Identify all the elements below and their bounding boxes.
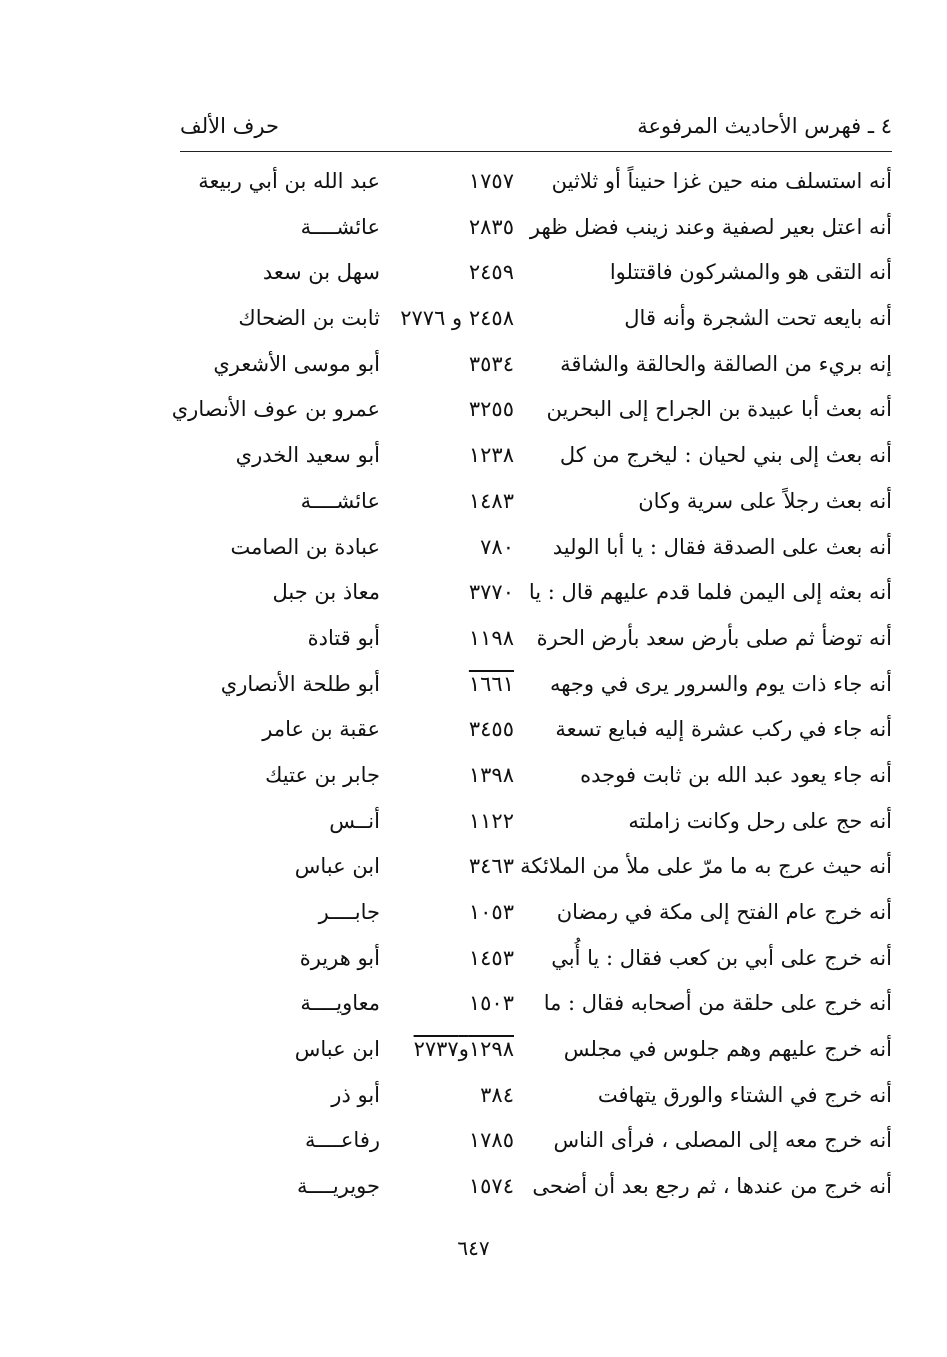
hadith-text: أنه حيث عرج به ما مرّ على ملأ من الملائكة — [520, 854, 892, 879]
narrator-name: ابن عباس — [294, 854, 380, 879]
hadith-number: ١٦٦١ — [468, 671, 514, 696]
index-row — [0, 389, 947, 435]
index-row — [0, 298, 947, 344]
index-row — [0, 572, 947, 618]
narrator-name: أنــس — [329, 808, 380, 833]
hadith-text: أنه خرج على أبي بن كعب فقال : يا أُبي — [551, 945, 892, 970]
hadith-number: ١١٩٨ — [468, 625, 514, 650]
hadith-text: أنه بعث على الصدقة فقال : يا أبا الوليد — [552, 534, 892, 559]
narrator-name: أبو قتادة — [307, 625, 380, 650]
narrator-name: عائشــــة — [300, 488, 380, 513]
narrator-name: معاويــــة — [300, 991, 380, 1016]
index-row — [0, 938, 947, 984]
hadith-number: ١٤٨٣ — [468, 488, 514, 513]
index-row — [0, 892, 947, 938]
hadith-text: أنه خرج من عندها ، ثم رجع بعد أن أضحى — [532, 1174, 892, 1199]
narrator-name: أبو طلحة الأنصاري — [220, 671, 380, 696]
narrator-name: عبد الله بن أبي ربيعة — [198, 169, 380, 193]
index-row — [0, 709, 947, 755]
index-row — [0, 846, 947, 892]
hadith-text: أنه حج على رحل وكانت زاملته — [628, 808, 892, 833]
header-rule — [180, 151, 892, 152]
index-row — [0, 527, 947, 573]
narrator-name: أبو موسى الأشعري — [213, 351, 380, 376]
index-row — [0, 1075, 947, 1121]
hadith-number: ١٠٥٣ — [468, 900, 514, 924]
hadith-number: ٢٤٥٩ — [468, 260, 514, 285]
hadith-number: ١٢٣٨ — [468, 443, 514, 468]
narrator-name: عقبة بن عامر — [262, 717, 380, 742]
hadith-text: أنه بعث إلى بني لحيان : ليخرج من كل — [559, 443, 892, 468]
hadith-number: ٧٨٠ — [480, 534, 514, 559]
hadith-number: ٣٢٥٥ — [468, 397, 514, 422]
hadith-text: أنه جاء ذات يوم والسرور يرى في وجهه — [549, 671, 892, 696]
narrator-name: عمرو بن عوف الأنصاري — [171, 397, 380, 422]
narrator-name: أبو سعيد الخدري — [235, 443, 380, 468]
hadith-number: ٣٥٣٤ — [468, 351, 514, 376]
hadith-number: ١٧٥٧ — [468, 169, 514, 193]
index-row — [0, 344, 947, 390]
narrator-name: سهل بن سعد — [262, 260, 380, 285]
page-header — [180, 108, 892, 144]
hadith-text: أنه جاء في ركب عشرة إليه فبايع تسعة — [555, 717, 892, 742]
index-row — [0, 1166, 947, 1212]
index-row — [0, 983, 947, 1029]
hadith-number: ٣٤٦٣ — [468, 854, 514, 879]
hadith-number: ٣٧٧٠ — [468, 580, 514, 605]
hadith-text: أنه بعث رجلاً على سرية وكان — [638, 488, 892, 513]
index-row — [0, 161, 947, 207]
narrator-name: أبو هريرة — [299, 945, 380, 970]
hadith-text: أنه خرج معه إلى المصلى ، فرأى الناس — [553, 1128, 892, 1153]
hadith-text: أنه اعتل بعير لصفية وعند زينب فضل ظهر — [529, 214, 892, 239]
index-row — [0, 1120, 947, 1166]
narrator-name: أبو ذر — [331, 1082, 380, 1107]
section-title: ٤ ـ فهرس الأحاديث المرفوعة — [637, 114, 892, 138]
hadith-text: أنه بايعه تحت الشجرة وأنه قال — [624, 306, 892, 331]
hadith-number: ٢٤٥٨ و ٢٧٧٦ — [400, 306, 514, 331]
letter-title: حرف الألف — [180, 114, 279, 138]
hadith-text: أنه جاء يعود عبد الله بن ثابت فوجده — [580, 762, 892, 787]
index-table — [0, 161, 947, 1212]
index-row — [0, 664, 947, 710]
narrator-name: جويريــــة — [297, 1174, 380, 1199]
hadith-text: إنه بريء من الصالقة والحالقة والشاقة — [560, 351, 892, 376]
hadith-text: أنه خرج على حلقة من أصحابه فقال : ما — [543, 991, 892, 1016]
index-row — [0, 618, 947, 664]
hadith-text: أنه خرج عام الفتح إلى مكة في رمضان — [556, 900, 892, 924]
hadith-number: ١١٢٢ — [468, 808, 514, 833]
hadith-text: أنه خرج عليهم وهم جلوس في مجلس — [563, 1037, 892, 1062]
narrator-name: عبادة بن الصامت — [230, 534, 380, 559]
narrator-name: عائشــــة — [300, 214, 380, 239]
hadith-number: ٣٨٤ — [480, 1082, 514, 1107]
hadith-number: ١٤٥٣ — [468, 945, 514, 970]
index-row — [0, 1029, 947, 1075]
hadith-number: ٢٨٣٥ — [468, 214, 514, 239]
hadith-number: ٣٤٥٥ — [468, 717, 514, 742]
index-row — [0, 755, 947, 801]
hadith-number: ١٥٠٣ — [468, 991, 514, 1016]
hadith-text: أنه بعث أبا عبيدة بن الجراح إلى البحرين — [546, 397, 892, 422]
index-row — [0, 435, 947, 481]
hadith-number: ١٢٩٨و٢٧٣٧ — [413, 1037, 514, 1062]
hadith-text: أنه استسلف منه حين غزا حنيناً أو ثلاثين — [551, 169, 892, 193]
index-row — [0, 207, 947, 253]
hadith-text: أنه بعثه إلى اليمن فلما قدم عليهم قال : يا — [528, 580, 892, 605]
hadith-number: ١٥٧٤ — [468, 1174, 514, 1199]
narrator-name: رفاعــــة — [305, 1128, 380, 1153]
hadith-text: أنه التقى هو والمشركون فاقتتلوا — [609, 260, 892, 285]
index-row — [0, 481, 947, 527]
page-number: ٦٤٧ — [457, 1236, 490, 1260]
index-row — [0, 252, 947, 298]
narrator-name: ابن عباس — [294, 1037, 380, 1062]
narrator-name: معاذ بن جبل — [272, 580, 380, 605]
hadith-text: أنه توضأ ثم صلى بأرض سعد بأرض الحرة — [536, 625, 892, 650]
hadith-number: ١٣٩٨ — [468, 762, 514, 787]
narrator-name: جابر بن عتيك — [265, 762, 380, 787]
narrator-name: ثابت بن الضحاك — [238, 306, 380, 331]
hadith-number: ١٧٨٥ — [468, 1128, 514, 1153]
narrator-name: جابــــر — [318, 900, 380, 924]
index-row — [0, 801, 947, 847]
hadith-text: أنه خرج في الشتاء والورق يتهافت — [597, 1082, 892, 1107]
